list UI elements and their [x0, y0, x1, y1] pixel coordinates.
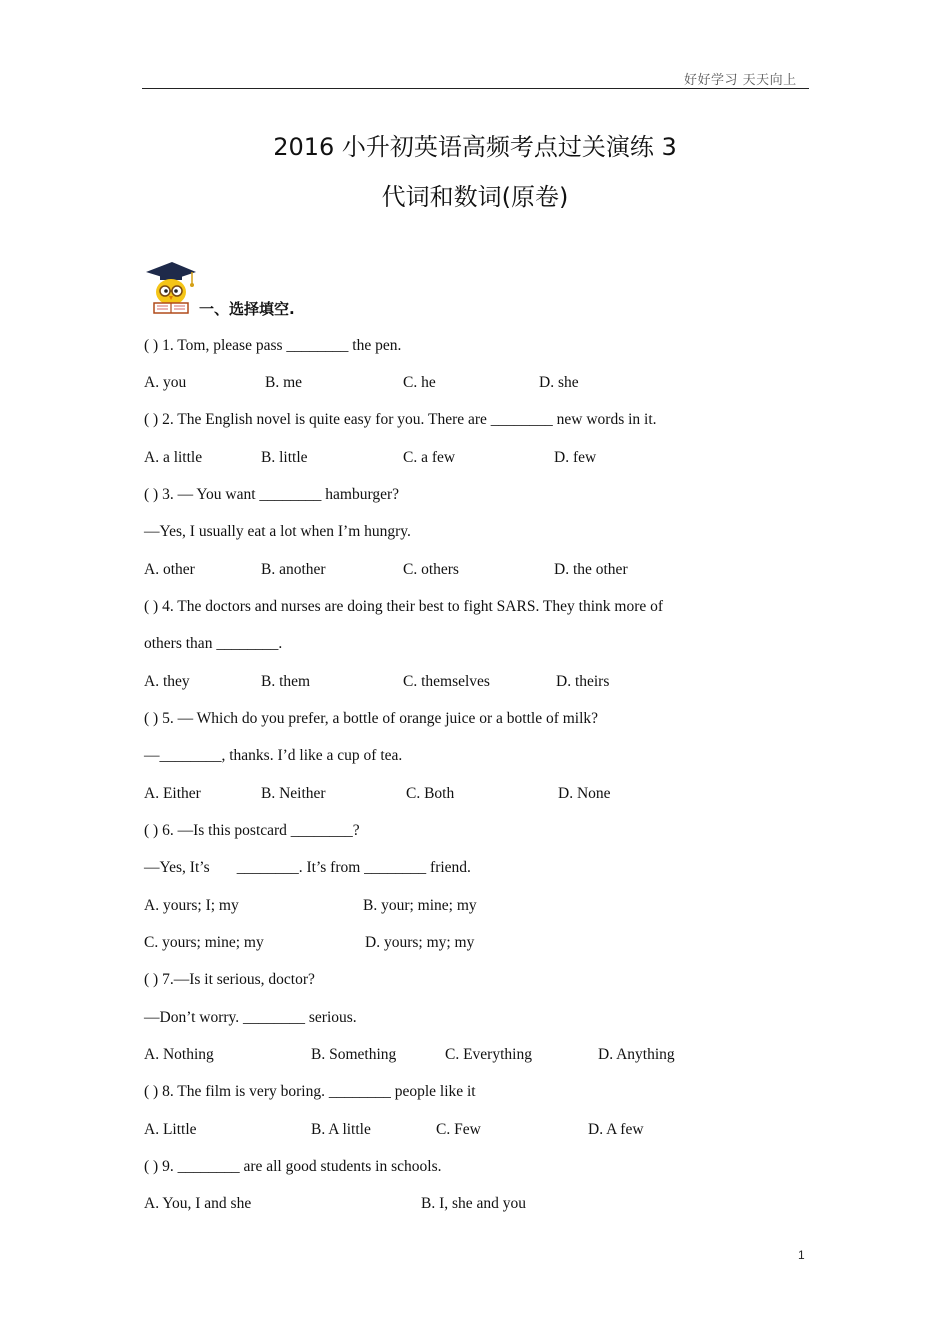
question-6-option-b: B. your; mine; my [363, 897, 477, 914]
question-3-option-c: C. others [403, 561, 459, 578]
document-title: 2016 小升初英语高频考点过关演练 3 [273, 133, 677, 161]
question-1-option-a: A. you [144, 374, 187, 391]
question-7-option-d: D. Anything [598, 1046, 675, 1063]
question-3-stem: ( ) 3. — You want ________ hamburger? [144, 486, 400, 503]
question-6-option-c: C. yours; mine; my [144, 934, 264, 951]
question-2-option-c: C. a few [403, 449, 456, 466]
question-6-option-a: A. yours; I; my [144, 897, 239, 914]
question-5-option-a: A. Either [144, 785, 201, 802]
question-2-option-d: D. few [554, 449, 597, 466]
question-6-option-d: D. yours; my; my [365, 934, 475, 951]
question-5-line2: —________, thanks. I’d like a cup of tea. [144, 747, 403, 764]
page-number: 1 [798, 1248, 805, 1262]
question-5-option-c: C. Both [406, 785, 455, 802]
question-8-option-a: A. Little [144, 1121, 197, 1138]
question-9-stem: ( ) 9. ________ are all good students in schools. [144, 1158, 442, 1175]
question-8-option-d: D. A few [588, 1121, 644, 1138]
question-1-stem: ( ) 1. Tom, please pass ________ the pen. [144, 337, 402, 354]
header-rule [142, 88, 809, 89]
question-4-option-d: D. theirs [556, 673, 610, 690]
question-4-option-a: A. they [144, 673, 190, 690]
question-6-line2: —Yes, It’s ________. It’s from ________ friend. [144, 859, 471, 876]
question-9-option-a: A. You, I and she [144, 1195, 252, 1212]
question-4-option-b: B. them [261, 673, 311, 690]
question-9-option-b: B. I, she and you [421, 1195, 527, 1212]
question-7-stem: ( ) 7.—Is it serious, doctor? [144, 971, 315, 988]
doctor-owl-mascot-icon [142, 258, 198, 318]
question-3-option-d: D. the other [554, 561, 628, 578]
question-7-option-b: B. Something [311, 1046, 397, 1063]
question-2-stem: ( ) 2. The English novel is quite easy for you. There are ________ new words in it. [144, 411, 657, 428]
question-2-option-b: B. little [261, 449, 308, 466]
question-6-stem: ( ) 6. —Is this postcard ________? [144, 822, 360, 839]
question-8-option-c: C. Few [436, 1121, 481, 1138]
question-7-line2: —Don’t worry. ________ serious. [144, 1009, 357, 1026]
question-5-option-b: B. Neither [261, 785, 326, 802]
question-1-option-b: B. me [265, 374, 303, 391]
question-7-option-a: A. Nothing [144, 1046, 214, 1063]
question-3-option-a: A. other [144, 561, 195, 578]
question-4-stem: ( ) 4. The doctors and nurses are doing their best to fight SARS. They think more of [144, 598, 664, 615]
question-2-option-a: A. a little [144, 449, 203, 466]
question-4-option-c: C. themselves [403, 673, 490, 690]
question-1-option-d: D. she [539, 374, 579, 391]
question-5-option-d: D. None [558, 785, 611, 802]
question-3-line2: —Yes, I usually eat a lot when I’m hungry. [144, 523, 411, 540]
document-subtitle: 代词和数词(原卷) [381, 183, 569, 211]
question-3-option-b: B. another [261, 561, 326, 578]
question-1-option-c: C. he [403, 374, 436, 391]
question-8-stem: ( ) 8. The film is very boring. ________ people like it [144, 1083, 476, 1100]
question-5-stem: ( ) 5. — Which do you prefer, a bottle of orange juice or a bottle of milk? [144, 710, 599, 727]
page-header-motto: 好好学习 天天向上 [684, 73, 797, 88]
section-heading: 一、选择填空. [199, 300, 295, 318]
question-7-option-c: C. Everything [445, 1046, 532, 1063]
question-8-option-b: B. A little [311, 1121, 371, 1138]
question-4-line2: others than ________. [144, 635, 283, 652]
